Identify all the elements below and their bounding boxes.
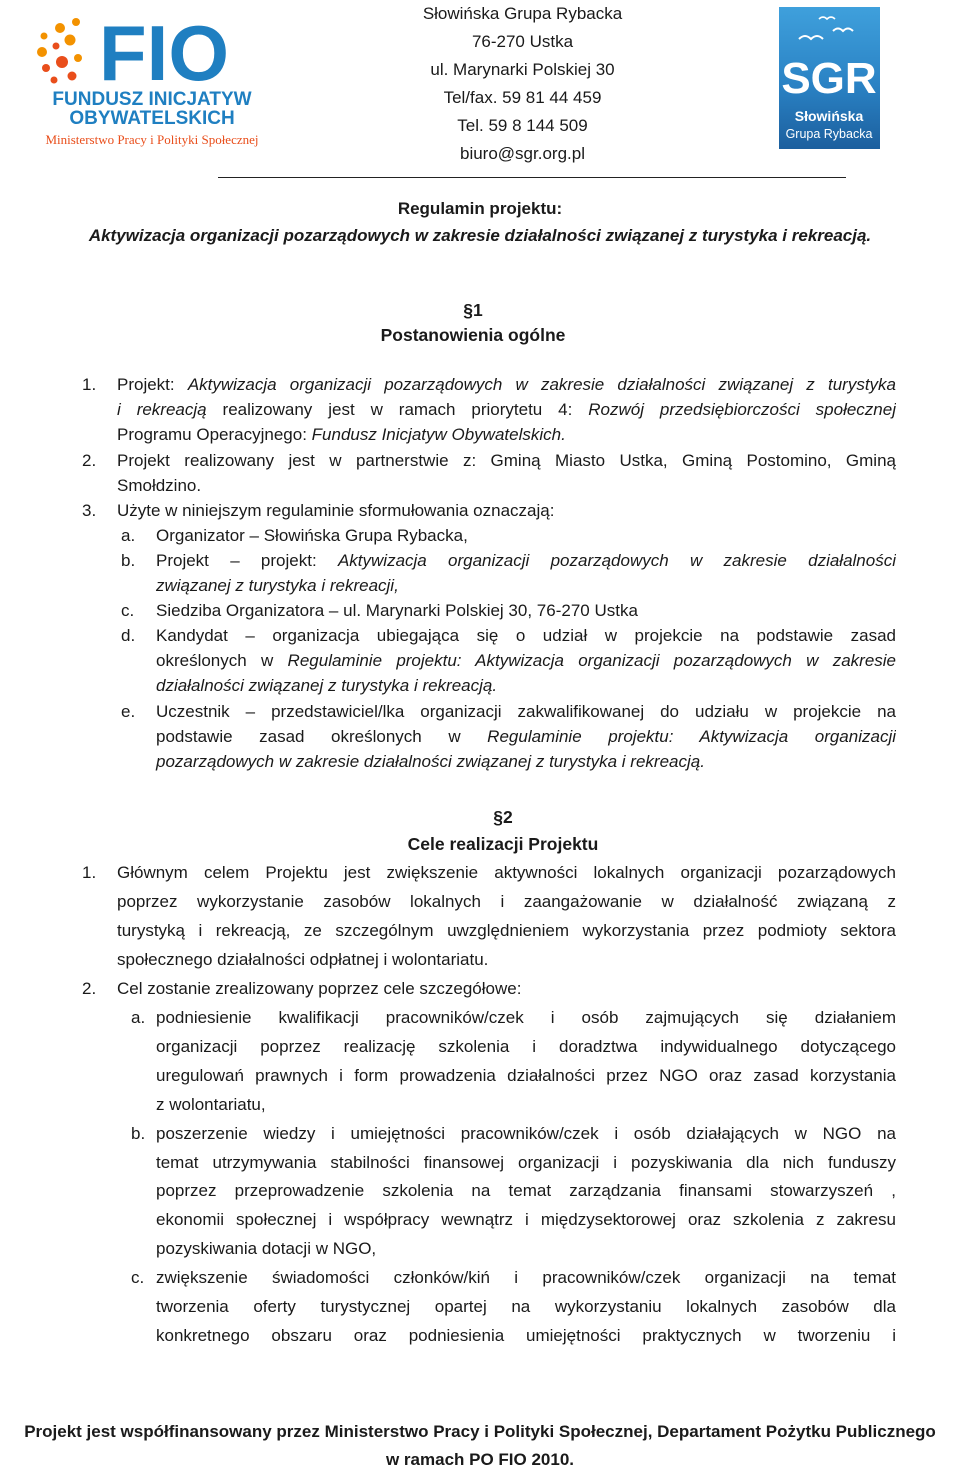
s2-p1-line4: społecznego działalności odpłatnej i wolontariatu. <box>117 950 489 969</box>
s1-b-l1-plain: Projekt – projekt: <box>156 551 338 570</box>
s1-b-l1-italic: Aktywizacja organizacji pozarządowych w zakresie działalności <box>337 551 896 570</box>
s1-d-letter: d. <box>121 626 136 645</box>
s2-p2-number: 2. <box>82 979 97 998</box>
s2-b-line5: pozyskiwania dotacji w NGO, <box>156 1239 377 1258</box>
footer-line1: Projekt jest współfinansowany przez Ministerstwo Pracy i Polityki Społecznej, Departament Pożytku Publicznego <box>24 1422 936 1441</box>
fio-logo-graphic <box>34 8 274 154</box>
contact-tel: Tel. 59 8 144 509 <box>457 116 588 135</box>
s1-c-text: Siedziba Organizatora – ul. Marynarki Polskiej 30, 76-270 Ustka <box>156 601 638 620</box>
s1-p1-number: 1. <box>82 375 97 394</box>
s1-p1-l2-plain: realizowany jest w ramach priorytetu 4: <box>206 400 589 419</box>
contact-name: Słowińska Grupa Rybacka <box>422 4 623 23</box>
s1-e-line1: Uczestnik – przedstawiciel/lka organizacji zakwalifikowanej do udziału w projekcie na <box>156 702 896 721</box>
sgr-logo-letters: SGR <box>781 54 877 103</box>
document-title: Regulamin projektu: <box>397 199 563 218</box>
s1-d-line3 <box>156 673 497 698</box>
s1-d-l2-plain: określonych w <box>156 651 288 670</box>
s1-p1-line1 <box>117 372 896 397</box>
s1-e-l2-plain: podstawie zasad określonych w <box>156 727 488 746</box>
s2-c-letter: c. <box>131 1268 145 1287</box>
s1-c-letter: c. <box>121 601 135 620</box>
contact-street: ul. Marynarki Polskiej 30 <box>430 60 615 79</box>
s1-b-letter: b. <box>121 551 136 570</box>
s2-a-letter: a. <box>131 1008 146 1027</box>
s1-p1-l3-italic: Fundusz Inicjatyw Obywatelskich. <box>311 425 566 444</box>
fio-logo <box>34 8 274 154</box>
s1-e-l3-italic: pozarządowych w zakresie działalności związanej z turystyka i rekreacją. <box>156 752 705 771</box>
s2-b-line1: poszerzenie wiedzy i umiejętności pracowników/czek i osób działających w NGO na <box>156 1124 896 1143</box>
s2-c-line3: konkretnego obszaru oraz podniesienia umiejętności praktycznych w tworzeniu i <box>156 1326 896 1345</box>
sgr-logo-graphic <box>779 7 880 149</box>
s1-d-l3-italic: działalności związanej z turystyka i rekreacją. <box>156 676 498 695</box>
s1-e-line3 <box>156 749 705 774</box>
s2-p1-line3: turystyką i rekreacją, ze szczególnym uwzględnieniem wykorzystania przez podmioty sektora <box>117 921 896 940</box>
s1-p1-l2-italic-a: i rekreacją <box>117 400 207 419</box>
s1-e-l2-italic: Regulaminie projektu: Aktywizacja organizacji <box>487 727 896 746</box>
section2-heading: Cele realizacji Projektu <box>407 834 599 854</box>
fio-logo-letters: FIO <box>99 9 229 97</box>
s1-e-line2 <box>156 724 896 749</box>
s2-a-line4: z wolontariatu, <box>156 1095 266 1114</box>
s1-p1-line2 <box>117 397 896 422</box>
s1-p1-l1-plain: Projekt: <box>117 375 188 394</box>
footer-line2: w ramach PO FIO 2010. <box>385 1450 575 1469</box>
section1-number: §1 <box>463 300 483 320</box>
s2-b-line3: poprzez przeprowadzenie szkolenia na temat zarządzania finansami stowarzyszeń , <box>156 1181 896 1200</box>
s2-c-line2: tworzenia oferty turystycznej opartej na wykorzystaniu lokalnych zasobów dla <box>156 1297 896 1316</box>
s1-p2-line2: Smołdzino. <box>117 476 202 495</box>
sgr-logo-line2: Grupa Rybacka <box>785 127 873 141</box>
s2-p1-line2: poprzez wykorzystanie zasobów lokalnych i zaangażowanie w działalność związaną z <box>117 892 896 911</box>
contact-postcode: 76-270 Ustka <box>471 32 574 51</box>
s1-p3-number: 3. <box>82 501 97 520</box>
s2-a-line3: uregulowań prawnych i form prowadzenia działalności przez NGO oraz zasad korzystania <box>156 1066 896 1085</box>
section1-heading: Postanowienia ogólne <box>380 325 566 345</box>
s1-a-letter: a. <box>121 526 136 545</box>
s1-p1-l1-italic: Aktywizacja organizacji pozarządowych w zakresie działalności związanej z turystyka <box>187 375 896 394</box>
s1-e-letter: e. <box>121 702 136 721</box>
s1-a-text: Organizator – Słowińska Grupa Rybacka, <box>156 526 468 545</box>
document-subtitle: Aktywizacja organizacji pozarządowych w zakresie działalności związanej z turystyka i rekreacją. <box>88 226 872 245</box>
s2-c-line1: zwiększenie świadomości członków/kiń i pracowników/czek organizacji na temat <box>156 1268 896 1287</box>
s2-p2-text: Cel zostanie zrealizowany poprzez cele szczegółowe: <box>117 979 522 998</box>
s1-p3-text: Użyte w niniejszym regulaminie sformułowania oznaczają: <box>117 501 555 520</box>
sgr-logo <box>779 7 880 149</box>
s1-p2-line1: Projekt realizowany jest w partnerstwie z: Gminą Miasto Ustka, Gminą Postomino, Gminą <box>117 451 896 470</box>
s1-b-line1 <box>156 548 896 573</box>
s2-b-line2: temat utrzymywania stabilności finansowej organizacji i pozyskiwania dla nich funduszy <box>156 1153 896 1172</box>
s2-p1-number: 1. <box>82 863 97 882</box>
sgr-logo-line1: Słowińska <box>794 108 864 124</box>
contact-telfax: Tel/fax. 59 81 44 459 <box>443 88 602 107</box>
fio-logo-line1: FUNDUSZ INICJATYW <box>52 89 252 110</box>
s1-p1-line3 <box>117 422 566 447</box>
s1-p2-number: 2. <box>82 451 97 470</box>
s1-b-line2 <box>156 573 399 598</box>
s2-p1-line1: Głównym celem Projektu jest zwiększenie aktywności lokalnych organizacji pozarządowych <box>117 863 896 882</box>
contact-email: biuro@sgr.org.pl <box>460 144 585 163</box>
header-divider <box>218 177 846 178</box>
fio-logo-line3: Ministerstwo Pracy i Polityki Społecznej <box>45 132 259 147</box>
s1-p1-l3-plain: Programu Operacyjnego: <box>117 425 312 444</box>
contact-block <box>380 0 665 168</box>
fio-logo-line2: OBYWATELSKICH <box>69 108 235 129</box>
s1-d-line1: Kandydat – organizacja ubiegająca się o udział w projekcie na podstawie zasad <box>156 626 896 645</box>
s1-b-l2-italic: związanej z turystyka i rekreacji, <box>156 576 399 595</box>
s2-b-line4: ekonomii społecznej i współpracy wewnątrz i międzysektorowej oraz szkolenia z zakresu <box>156 1210 896 1229</box>
s1-p1-l2-italic-c: Rozwój przedsiębiorczości społecznej <box>588 400 896 419</box>
s2-b-letter: b. <box>131 1124 146 1143</box>
s2-a-line1: podniesienie kwalifikacji pracowników/czek i osób zajmujących się działaniem <box>156 1008 896 1027</box>
s2-a-line2: organizacji poprzez realizację szkolenia i doradztwa indywidualnego dotyczącego <box>156 1037 896 1056</box>
s1-d-line2 <box>156 648 896 673</box>
section2-number: §2 <box>493 807 513 827</box>
s1-d-l2-italic: Regulaminie projektu: Aktywizacja organizacji pozarządowych w zakresie <box>287 651 896 670</box>
